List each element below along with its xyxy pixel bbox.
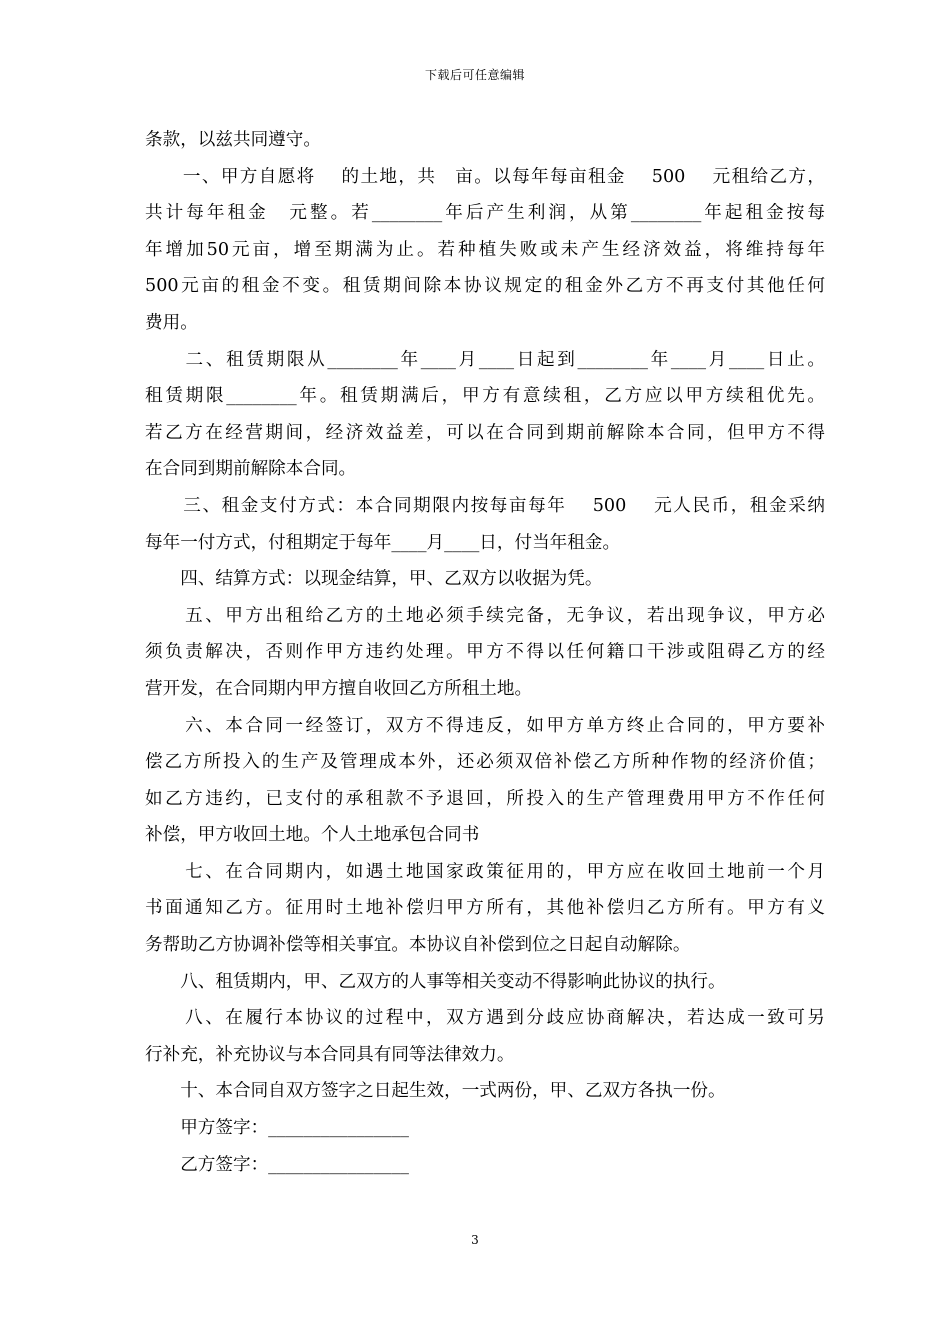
text-line: 须负责解决，否则作甲方违约处理。甲方不得以任何籍口干涉或阻碍乙方的经 xyxy=(145,642,825,663)
text-line: 补偿，甲方收回土地。个人土地承包合同书 xyxy=(145,825,480,846)
text-line: 年增加50元亩，增至期满为止。若种植失败或未产生经济效益，将维持每年 xyxy=(145,239,825,260)
page-number: 3 xyxy=(471,1233,479,1247)
text-line: 八、在履行本协议的过程中，双方遇到分歧应协商解决，若达成一致可另 xyxy=(145,1008,825,1029)
text-line: 如乙方违约，已支付的承租款不予退回，所投入的生产管理费用甲方不作任何 xyxy=(145,788,825,809)
text-line: 一、甲方自愿将 的土地，共 亩。以每年每亩租金 500 元租给乙方， xyxy=(145,166,825,187)
signature-line-party-a: 甲方签字：________________ xyxy=(145,1118,409,1139)
text-line: 每年一付方式，付租期定于每年____月____日，付当年租金。 xyxy=(145,532,621,553)
text-line: 500元亩的租金不变。租赁期间除本协议规定的租金外乙方不再支付其他任何 xyxy=(145,276,825,297)
contract-body xyxy=(145,122,825,1183)
text-line: 共计每年租金 元整。若________年后产生利润，从第________年起租金按每 xyxy=(145,203,825,224)
signature-line-party-b: 乙方签字：________________ xyxy=(145,1154,409,1175)
text-line: 六、本合同一经签订，双方不得违反，如甲方单方终止合同的，甲方要补 xyxy=(145,715,825,736)
text-line: 五、甲方出租给乙方的土地必须手续完备，无争议，若出现争议，甲方必 xyxy=(145,605,825,626)
text-line: 在合同到期前解除本合同。 xyxy=(145,459,357,480)
text-line: 二、租赁期限从________年____月____日起到________年____月____日止。 xyxy=(145,349,825,370)
text-line: 书面通知乙方。征用时土地补偿归甲方所有，其他补偿归乙方所有。甲方有义 xyxy=(145,898,825,919)
text-line: 行补充，补充协议与本合同具有同等法律效力。 xyxy=(145,1044,515,1065)
text-line: 务帮助乙方协调补偿等相关事宜。本协议自补偿到位之日起自动解除。 xyxy=(145,935,691,956)
text-line: 十、本合同自双方签字之日起生效，一式两份，甲、乙双方各执一份。 xyxy=(145,1081,726,1102)
text-line: 若乙方在经营期间，经济效益差，可以在合同到期前解除本合同，但甲方不得 xyxy=(145,422,825,443)
text-line: 租赁期限________年。租赁期满后，甲方有意续租，乙方应以甲方续租优先。 xyxy=(145,386,825,407)
text-line: 四、结算方式：以现金结算，甲、乙双方以收据为凭。 xyxy=(145,569,603,590)
text-line: 营开发，在合同期内甲方擅自收回乙方所租土地。 xyxy=(145,678,533,699)
text-line: 八、租赁期内，甲、乙双方的人事等相关变动不得影响此协议的执行。 xyxy=(145,971,726,992)
text-line: 三、租金支付方式：本合同期限内按每亩每年 500 元人民币，租金采纳 xyxy=(145,495,825,516)
text-line: 偿乙方所投入的生产及管理成本外，还必须双倍补偿乙方所种作物的经济价值； xyxy=(145,752,825,773)
text-line: 七、在合同期内，如遇土地国家政策征用的，甲方应在收回土地前一个月 xyxy=(145,861,825,882)
text-line: 条款，以兹共同遵守。 xyxy=(145,130,321,150)
text-line: 费用。 xyxy=(145,312,198,333)
header-note: 下载后可任意编辑 xyxy=(424,68,525,82)
